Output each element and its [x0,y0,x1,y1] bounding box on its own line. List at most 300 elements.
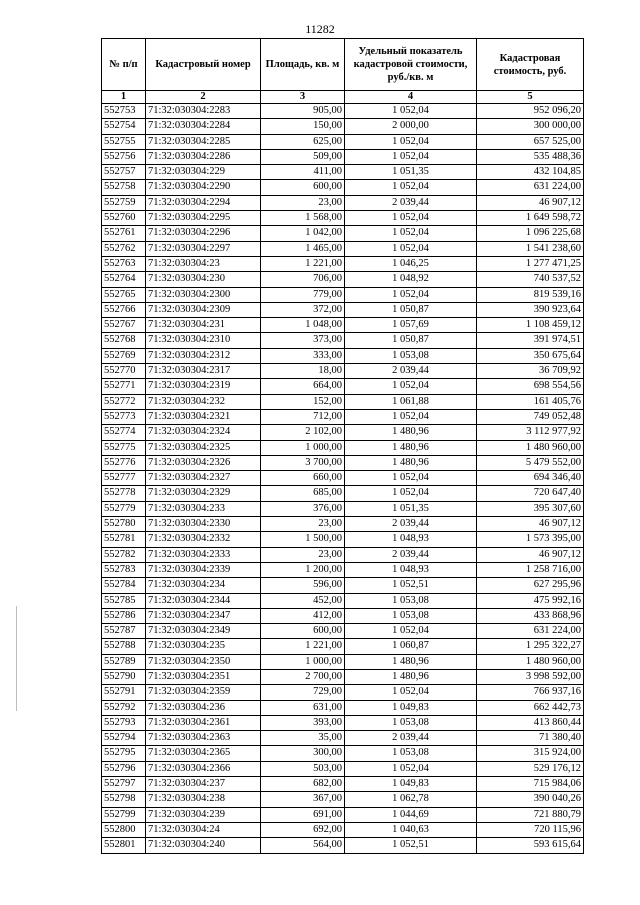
area-cell: 150,00 [261,119,345,134]
row-number: 552798 [102,792,146,807]
cadastral-number-cell: 71:32:030304:2294 [146,195,261,210]
cadastral-number-cell: 71:32:030304:2333 [146,547,261,562]
table-row [102,807,584,822]
area-cell: 692,00 [261,822,345,837]
area-cell: 1 042,00 [261,226,345,241]
row-number: 552797 [102,777,146,792]
rate-cell: 1 480,96 [345,440,477,455]
row-number: 552775 [102,440,146,455]
cost-cell: 391 974,51 [477,333,584,348]
cadastral-number-cell: 71:32:030304:236 [146,700,261,715]
cost-cell: 161 405,76 [477,394,584,409]
cost-cell: 749 052,48 [477,409,584,424]
cadastral-number-cell: 71:32:030304:229 [146,165,261,180]
rate-cell: 1 052,04 [345,226,477,241]
row-number: 552757 [102,165,146,180]
rate-cell: 1 049,83 [345,700,477,715]
row-number: 552801 [102,838,146,853]
table-row [102,685,584,700]
table-row [102,379,584,394]
table-row [102,425,584,440]
rate-cell: 2 039,44 [345,517,477,532]
table-row [102,639,584,654]
table-row [102,746,584,761]
row-number: 552791 [102,685,146,700]
rate-cell: 1 053,08 [345,746,477,761]
row-number: 552762 [102,241,146,256]
rate-cell: 1 052,04 [345,287,477,302]
cost-cell: 715 984,06 [477,777,584,792]
table-row [102,471,584,486]
area-cell: 35,00 [261,731,345,746]
row-number: 552773 [102,409,146,424]
cost-cell: 819 539,16 [477,287,584,302]
area-cell: 1 048,00 [261,318,345,333]
table-row [102,256,584,271]
area-cell: 372,00 [261,302,345,317]
table-row [102,624,584,639]
table-row [102,700,584,715]
cadastral-number-cell: 71:32:030304:24 [146,822,261,837]
cost-cell: 46 907,12 [477,195,584,210]
table-row [102,119,584,134]
table-row [102,104,584,119]
scan-margin-mark [16,606,17,711]
rate-cell: 2 039,44 [345,364,477,379]
cost-cell: 3 112 977,92 [477,425,584,440]
table-row [102,195,584,210]
column-number: 4 [345,91,477,104]
table-row [102,348,584,363]
cost-cell: 433 868,96 [477,608,584,623]
cost-cell: 740 537,52 [477,272,584,287]
cost-cell: 46 907,12 [477,547,584,562]
column-number: 2 [146,91,261,104]
row-number: 552782 [102,547,146,562]
table-body [102,104,584,854]
area-cell: 631,00 [261,700,345,715]
area-cell: 1 465,00 [261,241,345,256]
row-number: 552771 [102,379,146,394]
area-cell: 1 221,00 [261,256,345,271]
area-cell: 412,00 [261,608,345,623]
area-cell: 152,00 [261,394,345,409]
area-cell: 600,00 [261,624,345,639]
cadastral-number-cell: 71:32:030304:2349 [146,624,261,639]
rate-cell: 1 044,69 [345,807,477,822]
rate-cell: 1 052,51 [345,578,477,593]
cadastral-number-cell: 71:32:030304:232 [146,394,261,409]
area-cell: 564,00 [261,838,345,853]
area-cell: 729,00 [261,685,345,700]
table-row [102,440,584,455]
rate-cell: 1 049,83 [345,777,477,792]
cost-cell: 1 277 471,25 [477,256,584,271]
cadastral-number-cell: 71:32:030304:2295 [146,211,261,226]
cadastral-number-cell: 71:32:030304:230 [146,272,261,287]
cadastral-number-cell: 71:32:030304:240 [146,838,261,853]
cost-cell: 593 615,64 [477,838,584,853]
cadastral-number-cell: 71:32:030304:2296 [146,226,261,241]
rate-cell: 1 061,88 [345,394,477,409]
area-cell: 3 700,00 [261,455,345,470]
area-cell: 712,00 [261,409,345,424]
cost-cell: 3 998 592,00 [477,669,584,684]
table-row [102,838,584,853]
header-num: № п/п [102,39,146,91]
rate-cell: 1 048,92 [345,272,477,287]
cadastral-value-table [101,38,584,854]
rate-cell: 1 053,08 [345,715,477,730]
cost-cell: 395 307,60 [477,501,584,516]
area-cell: 596,00 [261,578,345,593]
cost-cell: 300 000,00 [477,119,584,134]
area-cell: 685,00 [261,486,345,501]
rate-cell: 1 051,35 [345,501,477,516]
row-number: 552764 [102,272,146,287]
row-number: 552761 [102,226,146,241]
cadastral-number-cell: 71:32:030304:2325 [146,440,261,455]
rate-cell: 1 052,04 [345,471,477,486]
rate-cell: 1 052,04 [345,134,477,149]
rate-cell: 1 052,04 [345,149,477,164]
row-number: 552784 [102,578,146,593]
cost-cell: 1 649 598,72 [477,211,584,226]
cadastral-number-cell: 71:32:030304:2297 [146,241,261,256]
area-cell: 300,00 [261,746,345,761]
rate-cell: 1 480,96 [345,455,477,470]
cadastral-number-cell: 71:32:030304:2312 [146,348,261,363]
area-cell: 333,00 [261,348,345,363]
row-number: 552756 [102,149,146,164]
area-cell: 1 000,00 [261,654,345,669]
row-number: 552799 [102,807,146,822]
row-number: 552796 [102,761,146,776]
row-number: 552794 [102,731,146,746]
column-number: 1 [102,91,146,104]
table-row [102,578,584,593]
table-row [102,669,584,684]
area-cell: 600,00 [261,180,345,195]
cadastral-number-cell: 71:32:030304:2327 [146,471,261,486]
cost-cell: 350 675,64 [477,348,584,363]
rate-cell: 1 480,96 [345,669,477,684]
cadastral-number-cell: 71:32:030304:2286 [146,149,261,164]
cadastral-number-cell: 71:32:030304:2300 [146,287,261,302]
rate-cell: 1 052,04 [345,379,477,394]
rate-cell: 1 053,08 [345,608,477,623]
row-number: 552760 [102,211,146,226]
table-row [102,792,584,807]
table-row [102,761,584,776]
table-row [102,409,584,424]
cadastral-number-cell: 71:32:030304:2317 [146,364,261,379]
table-row [102,134,584,149]
header-cost: Кадастровая стоимость, руб. [477,39,584,91]
cost-cell: 721 880,79 [477,807,584,822]
rate-cell: 1 480,96 [345,425,477,440]
table-row [102,272,584,287]
row-number: 552753 [102,104,146,119]
row-number: 552774 [102,425,146,440]
cost-cell: 535 488,36 [477,149,584,164]
rate-cell: 1 052,04 [345,624,477,639]
rate-cell: 1 052,04 [345,211,477,226]
table-row [102,318,584,333]
rate-cell: 1 053,08 [345,593,477,608]
table-row [102,455,584,470]
table-row [102,777,584,792]
table-row [102,287,584,302]
cost-cell: 5 479 552,00 [477,455,584,470]
area-cell: 376,00 [261,501,345,516]
cadastral-number-cell: 71:32:030304:2329 [146,486,261,501]
area-cell: 682,00 [261,777,345,792]
rate-cell: 1 046,25 [345,256,477,271]
row-number: 552790 [102,669,146,684]
row-number: 552769 [102,348,146,363]
cadastral-number-cell: 71:32:030304:2290 [146,180,261,195]
row-number: 552758 [102,180,146,195]
cost-cell: 1 541 238,60 [477,241,584,256]
row-number: 552788 [102,639,146,654]
cadastral-number-cell: 71:32:030304:2332 [146,532,261,547]
table-row [102,149,584,164]
cost-cell: 631 224,00 [477,180,584,195]
cost-cell: 36 709,92 [477,364,584,379]
rate-cell: 1 052,04 [345,180,477,195]
rate-cell: 1 052,04 [345,104,477,119]
area-cell: 1 000,00 [261,440,345,455]
table-row [102,486,584,501]
cost-cell: 631 224,00 [477,624,584,639]
row-number: 552772 [102,394,146,409]
table-row [102,608,584,623]
area-cell: 1 568,00 [261,211,345,226]
row-number: 552789 [102,654,146,669]
row-number: 552795 [102,746,146,761]
area-cell: 691,00 [261,807,345,822]
column-number: 5 [477,91,584,104]
rate-cell: 1 052,04 [345,486,477,501]
header-cadastral-number: Кадастровый номер [146,39,261,91]
rate-cell: 1 060,87 [345,639,477,654]
area-cell: 23,00 [261,517,345,532]
cost-cell: 475 992,16 [477,593,584,608]
cadastral-number-cell: 71:32:030304:2284 [146,119,261,134]
table-row [102,394,584,409]
table-row [102,731,584,746]
cost-cell: 1 480 960,00 [477,654,584,669]
rate-cell: 1 057,69 [345,318,477,333]
cadastral-number-cell: 71:32:030304:233 [146,501,261,516]
row-number: 552770 [102,364,146,379]
cost-cell: 698 554,56 [477,379,584,394]
cost-cell: 413 860,44 [477,715,584,730]
cadastral-number-cell: 71:32:030304:237 [146,777,261,792]
table-row [102,532,584,547]
rate-cell: 1 048,93 [345,562,477,577]
cost-cell: 694 346,40 [477,471,584,486]
table-row [102,593,584,608]
column-number: 3 [261,91,345,104]
row-number: 552767 [102,318,146,333]
cost-cell: 952 096,20 [477,104,584,119]
area-cell: 905,00 [261,104,345,119]
table-row [102,822,584,837]
table-row [102,562,584,577]
rate-cell: 1 040,63 [345,822,477,837]
rate-cell: 1 052,04 [345,761,477,776]
table-row [102,654,584,669]
cost-cell: 720 115,96 [477,822,584,837]
cadastral-number-cell: 71:32:030304:2330 [146,517,261,532]
area-cell: 2 700,00 [261,669,345,684]
table-row [102,165,584,180]
row-number: 552787 [102,624,146,639]
rate-cell: 1 051,35 [345,165,477,180]
row-number: 552763 [102,256,146,271]
rate-cell: 2 039,44 [345,731,477,746]
rate-cell: 2 039,44 [345,547,477,562]
area-cell: 625,00 [261,134,345,149]
cadastral-number-cell: 71:32:030304:2283 [146,104,261,119]
area-cell: 393,00 [261,715,345,730]
row-number: 552765 [102,287,146,302]
cost-cell: 390 040,26 [477,792,584,807]
table-row [102,715,584,730]
page-number: 11282 [305,22,335,36]
cost-cell: 1 295 322,27 [477,639,584,654]
table-row [102,302,584,317]
row-number: 552776 [102,455,146,470]
cost-cell: 315 924,00 [477,746,584,761]
table-row [102,211,584,226]
row-number: 552800 [102,822,146,837]
cadastral-number-cell: 71:32:030304:2347 [146,608,261,623]
row-number: 552768 [102,333,146,348]
cost-cell: 1 480 960,00 [477,440,584,455]
cadastral-number-cell: 71:32:030304:2361 [146,715,261,730]
cadastral-number-cell: 71:32:030304:2339 [146,562,261,577]
row-number: 552779 [102,501,146,516]
cost-cell: 390 923,64 [477,302,584,317]
cost-cell: 662 442,73 [477,700,584,715]
row-number: 552793 [102,715,146,730]
rate-cell: 1 052,04 [345,409,477,424]
rate-cell: 2 039,44 [345,195,477,210]
cadastral-number-cell: 71:32:030304:234 [146,578,261,593]
cadastral-number-cell: 71:32:030304:2310 [146,333,261,348]
cost-cell: 766 937,16 [477,685,584,700]
cadastral-number-cell: 71:32:030304:2326 [146,455,261,470]
row-number: 552785 [102,593,146,608]
row-number: 552792 [102,700,146,715]
cadastral-number-cell: 71:32:030304:231 [146,318,261,333]
row-number: 552786 [102,608,146,623]
area-cell: 23,00 [261,195,345,210]
cadastral-number-cell: 71:32:030304:238 [146,792,261,807]
area-cell: 660,00 [261,471,345,486]
cost-cell: 529 176,12 [477,761,584,776]
cost-cell: 627 295,96 [477,578,584,593]
cadastral-number-cell: 71:32:030304:235 [146,639,261,654]
row-number: 552777 [102,471,146,486]
cadastral-number-cell: 71:32:030304:2285 [146,134,261,149]
row-number: 552778 [102,486,146,501]
cadastral-number-cell: 71:32:030304:2359 [146,685,261,700]
cost-cell: 1 108 459,12 [477,318,584,333]
cadastral-number-cell: 71:32:030304:2363 [146,731,261,746]
table-row [102,547,584,562]
area-cell: 411,00 [261,165,345,180]
header-rate: Удельный показатель кадастровой стоимости, руб./кв. м [345,39,477,91]
cost-cell: 1 258 716,00 [477,562,584,577]
cost-cell: 1 573 395,00 [477,532,584,547]
area-cell: 509,00 [261,149,345,164]
area-cell: 1 500,00 [261,532,345,547]
area-cell: 18,00 [261,364,345,379]
cadastral-number-cell: 71:32:030304:2321 [146,409,261,424]
table-row [102,517,584,532]
area-cell: 367,00 [261,792,345,807]
table-column-number-row [102,91,584,104]
rate-cell: 2 000,00 [345,119,477,134]
cadastral-number-cell: 71:32:030304:23 [146,256,261,271]
rate-cell: 1 052,51 [345,838,477,853]
rate-cell: 1 053,08 [345,348,477,363]
cost-cell: 71 380,40 [477,731,584,746]
table-row [102,180,584,195]
rate-cell: 1 062,78 [345,792,477,807]
cost-cell: 46 907,12 [477,517,584,532]
cost-cell: 657 525,00 [477,134,584,149]
area-cell: 373,00 [261,333,345,348]
area-cell: 2 102,00 [261,425,345,440]
row-number: 552781 [102,532,146,547]
table-header-row [102,39,584,91]
cadastral-number-cell: 71:32:030304:2319 [146,379,261,394]
area-cell: 503,00 [261,761,345,776]
header-area: Площадь, кв. м [261,39,345,91]
cadastral-number-cell: 71:32:030304:239 [146,807,261,822]
rate-cell: 1 480,96 [345,654,477,669]
row-number: 552759 [102,195,146,210]
cadastral-number-cell: 71:32:030304:2350 [146,654,261,669]
table-row [102,501,584,516]
cadastral-number-cell: 71:32:030304:2366 [146,761,261,776]
area-cell: 664,00 [261,379,345,394]
rate-cell: 1 048,93 [345,532,477,547]
cadastral-number-cell: 71:32:030304:2324 [146,425,261,440]
row-number: 552754 [102,119,146,134]
rate-cell: 1 052,04 [345,241,477,256]
area-cell: 1 221,00 [261,639,345,654]
row-number: 552755 [102,134,146,149]
table-row [102,226,584,241]
rate-cell: 1 050,87 [345,302,477,317]
row-number: 552783 [102,562,146,577]
area-cell: 1 200,00 [261,562,345,577]
rate-cell: 1 052,04 [345,685,477,700]
cost-cell: 1 096 225,68 [477,226,584,241]
cost-cell: 720 647,40 [477,486,584,501]
rate-cell: 1 050,87 [345,333,477,348]
cadastral-number-cell: 71:32:030304:2344 [146,593,261,608]
area-cell: 23,00 [261,547,345,562]
cost-cell: 432 104,85 [477,165,584,180]
area-cell: 706,00 [261,272,345,287]
